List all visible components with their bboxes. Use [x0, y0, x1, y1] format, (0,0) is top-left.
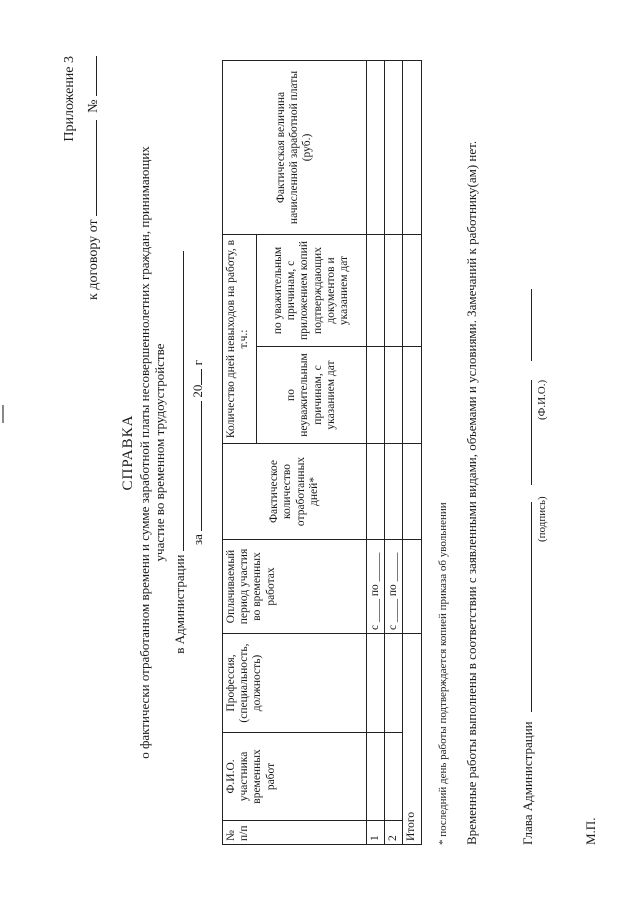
- year-suffix: г: [190, 360, 206, 366]
- table-row: [367, 60, 385, 844]
- period-prefix: за: [190, 534, 206, 545]
- signature-caption: (подпись): [536, 496, 548, 542]
- contract-number-field[interactable]: [96, 56, 97, 96]
- document-subtitle: [138, 60, 168, 845]
- unexcused-total-cell[interactable]: [403, 347, 421, 444]
- total-label: Итого: [403, 634, 421, 845]
- fio-cell[interactable]: [367, 733, 385, 821]
- head-label: Глава Администрации: [520, 721, 535, 845]
- stamp-place: М.П.: [583, 817, 598, 845]
- period-from-label: с: [369, 624, 381, 630]
- period-cell[interactable]: с ____ по _____: [367, 540, 385, 634]
- header-num: № п/п: [223, 821, 367, 845]
- table-row: [385, 60, 403, 844]
- header-profession: Профессия, (специальность, должность): [223, 634, 367, 733]
- excused-cell[interactable]: [367, 234, 385, 346]
- signature-blank-left[interactable]: [519, 502, 532, 712]
- footnote: * последний день работы подтверждается копией приказа об увольнении: [437, 502, 449, 845]
- appendix-label: Приложение 3: [62, 56, 77, 142]
- header-absences: Количество дней невыходов на работу, в т.ч.:: [223, 234, 257, 443]
- days-total-cell[interactable]: [403, 444, 421, 540]
- administration-name-field[interactable]: [183, 251, 184, 551]
- name-caption: (Ф.И.О.): [536, 379, 548, 420]
- year-prefix: 20: [190, 384, 206, 398]
- contract-reference: [86, 56, 102, 300]
- salary-total-cell[interactable]: [403, 60, 421, 234]
- row-number: 2: [385, 821, 403, 845]
- period-cell[interactable]: с ____ по _____: [385, 540, 403, 634]
- period-line: [191, 60, 206, 845]
- report-table: [222, 60, 422, 845]
- header-days-worked: Фактическое количество отработанных дней*: [223, 444, 367, 540]
- unexcused-cell[interactable]: [367, 347, 385, 444]
- header-period: Оплачиваемый период участия во временных работах: [223, 540, 367, 634]
- period-field[interactable]: [201, 401, 202, 531]
- row-number: 1: [367, 821, 385, 845]
- profession-cell[interactable]: [385, 634, 403, 733]
- period-total-cell[interactable]: [403, 540, 421, 634]
- days-cell[interactable]: [385, 444, 403, 540]
- signature-line: [519, 289, 536, 845]
- salary-cell[interactable]: [385, 60, 403, 234]
- fio-cell[interactable]: [385, 733, 403, 821]
- period-from-label: с: [387, 624, 400, 630]
- contract-date-field[interactable]: [96, 120, 97, 216]
- total-row: [403, 60, 421, 844]
- subtitle-line-1: о фактически отработанном времени и сумме заработной платы несовершеннолетних граждан, принимающих: [137, 146, 153, 759]
- contract-number-sign: №: [86, 99, 101, 113]
- administration-prefix: в Администрации: [172, 554, 188, 654]
- period-to-label: по: [387, 584, 400, 597]
- name-field[interactable]: [519, 289, 532, 361]
- subtitle-line-2: участие во временном трудоустройстве: [152, 343, 168, 562]
- header-fio: Ф.И.О. участника временных работ: [223, 733, 367, 821]
- profession-cell[interactable]: [367, 634, 385, 733]
- document-title: СПРАВКА: [120, 414, 136, 491]
- salary-cell[interactable]: [367, 60, 385, 234]
- unexcused-cell[interactable]: [385, 347, 403, 444]
- days-cell[interactable]: [367, 444, 385, 540]
- header-salary: Фактическая величина начисленной заработной платы (руб.): [223, 60, 367, 234]
- completion-statement: Временные работы выполнены в соответствии с заявленными видами, объемами и условиями. Замечаний к работнику(ам) нет.: [464, 140, 479, 845]
- excused-cell[interactable]: [385, 234, 403, 346]
- period-to-label: по: [369, 584, 381, 597]
- header-unexcused: по неуважительным причинам, с указанием дат: [257, 347, 367, 444]
- contract-prefix: к договору от: [86, 219, 101, 300]
- administration-line: [173, 60, 188, 845]
- excused-total-cell[interactable]: [403, 234, 421, 346]
- signature-field[interactable]: [519, 380, 532, 485]
- header-excused: по уважительным причинам, с приложением копий подтверждающих документов и указанием дат: [257, 234, 367, 346]
- year-field[interactable]: [201, 369, 202, 385]
- title-block: [120, 60, 206, 845]
